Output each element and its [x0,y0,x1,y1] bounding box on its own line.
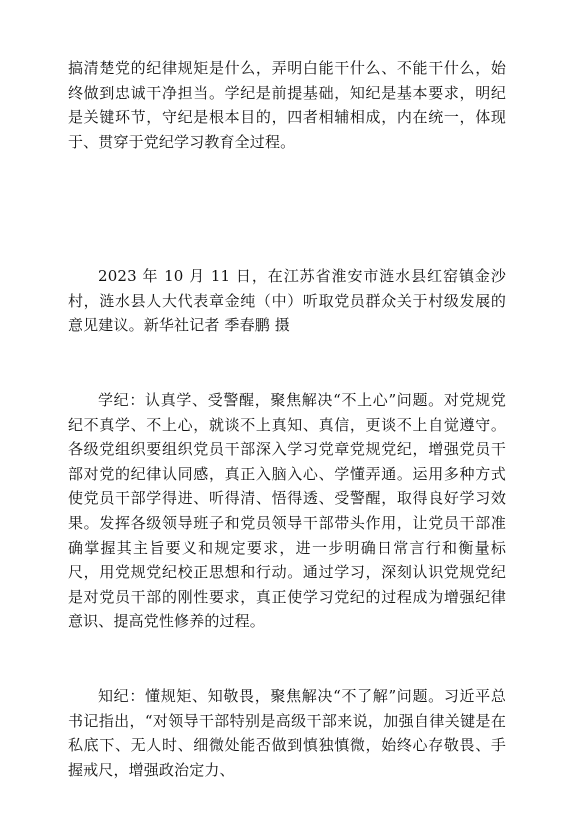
paragraph-continuation: 搞清楚党的纪律规矩是什么，弄明白能干什么、不能干什么，始终做到忠诚干净担当。学纪是前提基础，知纪是基本要求，明纪是关键环节，守纪是根本目的，四者相辅相成，内在统一，体现于、贯穿于党纪学习教育全过程。 [68,59,506,151]
paragraph-study-discipline: 学纪：认真学、受警醒，聚焦解决“不上心”问题。对党规党纪不真学、不上心，就谈不上真知、真信，更谈不上自觉遵守。各级党组织要组织党员干部深入学习党章党规党纪，增强党员干部对党的纪律认同感，真正入脑入心、学懂弄通。运用多种方式使党员干部学得进、听得清、悟得透、受警醒，取得良好学习效果。发挥各级领导班子和党员领导干部带头作用，让党员干部准确掌握其主旨要义和规定要求，进一步明确日常言行和衡量标尺，用党规党纪校正思想和行动。通过学习，深刻认识党规党纪是对党员干部的刚性要求，真正使学习党纪的过程成为增强纪律意识、提高党性修养的过程。 [68,391,506,631]
paragraph-know-discipline: 知纪：懂规矩、知敬畏，聚焦解决“不了解”问题。习近平总书记指出，“对领导干部特别是高级干部来说，加强自律关键是在私底下、无人时、细微处能否做到慎独慎微，始终心存敬畏、手握戒尺，增强政治定力、 [68,687,506,779]
photo-caption: 2023 年 10 月 11 日，在江苏省淮安市涟水县红窑镇金沙村，涟水县人大代表章金纯（中）听取党员群众关于村级发展的意见建议。新华社记者 季春鹏 摄 [68,267,506,335]
